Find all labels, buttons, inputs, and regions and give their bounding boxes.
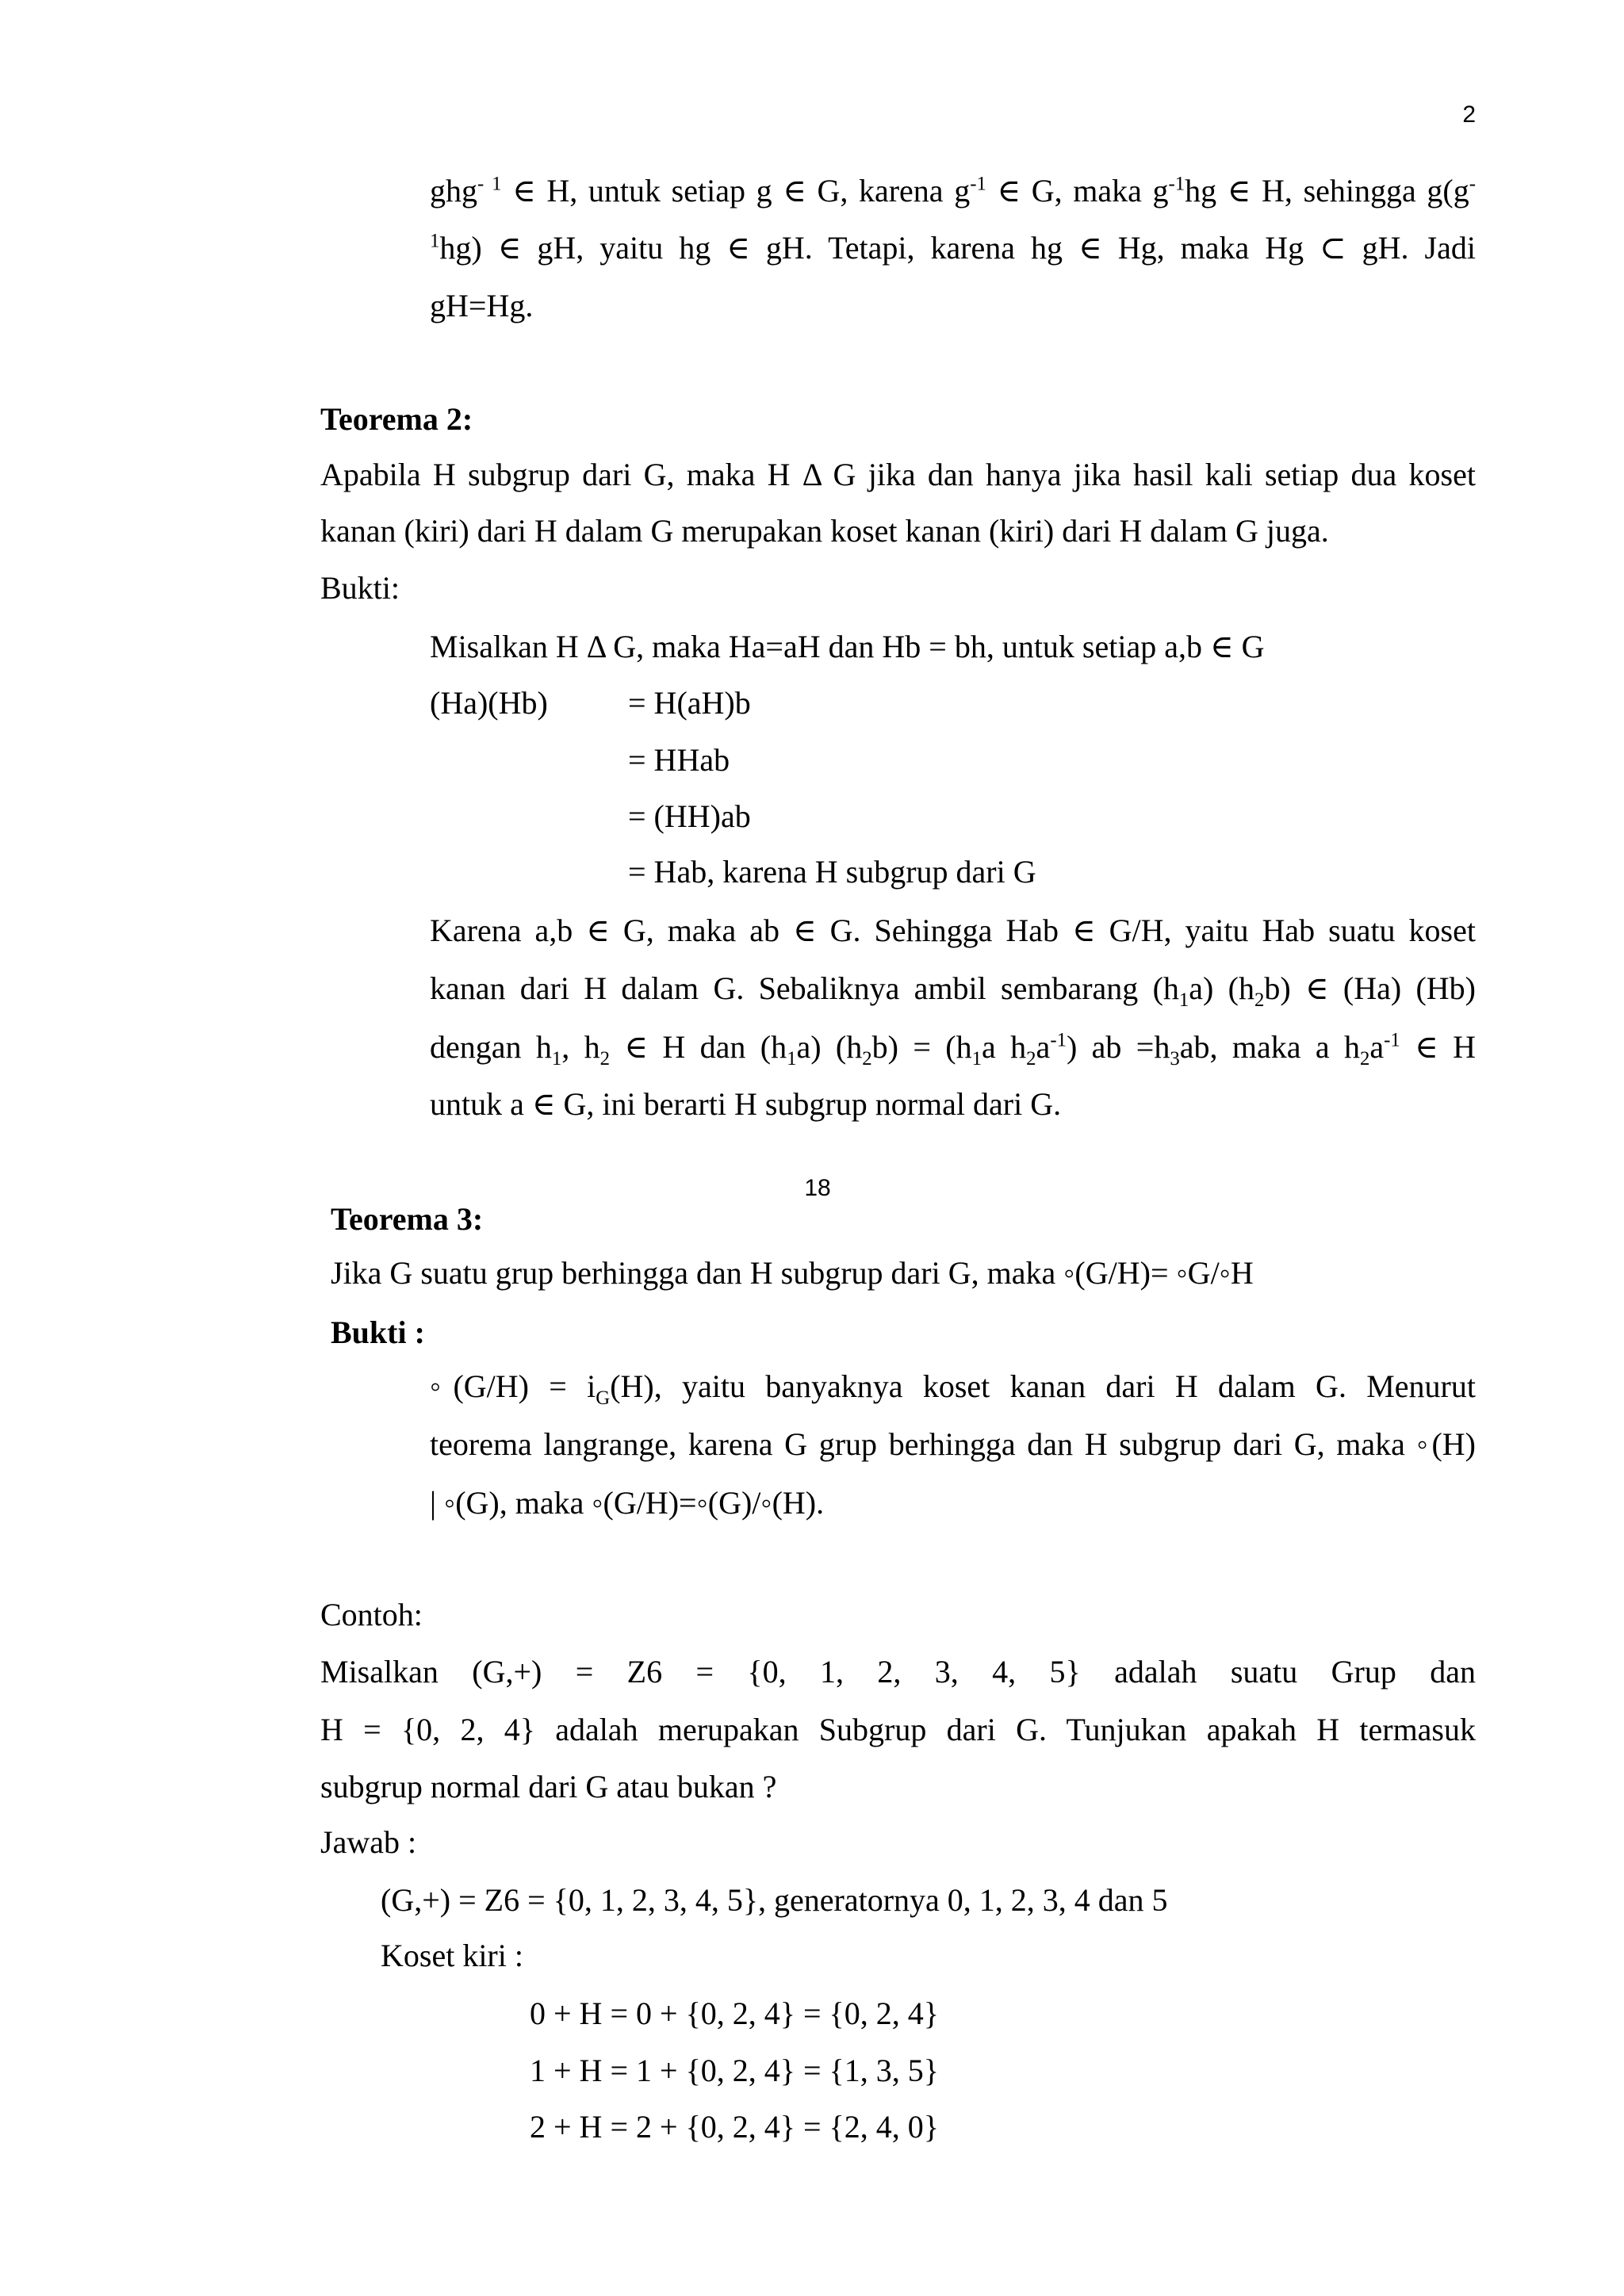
text-run: a) (h xyxy=(1189,970,1254,1006)
subscript: 1 xyxy=(971,1048,982,1070)
subscript: 1 xyxy=(551,1048,562,1070)
text-run: hg) ∈ gH, yaitu hg ∈ gH. Tetapi, karena hg ∈ Hg, maka Hg ⊂ gH. Jadi xyxy=(439,230,1476,266)
page-number-top: 2 xyxy=(1462,101,1476,128)
text-run: ) ab =h xyxy=(1066,1029,1170,1065)
page-number-middle: 18 xyxy=(804,1175,831,1201)
theorem-2-conclusion-line: Karena a,b ∈ G, maka ab ∈ G. Sehingga Hab ∈ G/H, yaitu Hab suatu koset xyxy=(430,913,1476,948)
subscript: 3 xyxy=(1170,1048,1180,1070)
intro-line xyxy=(430,229,1476,267)
theorem-3-heading: Teorema 3: xyxy=(331,1201,484,1237)
left-coset-line: 1 + H = 1 + {0, 2, 4} = {1, 3, 5} xyxy=(530,2053,939,2088)
text-run: ghg xyxy=(430,173,477,209)
answer-label: Jawab : xyxy=(320,1824,417,1860)
text-run: a xyxy=(1369,1029,1385,1065)
text-run: b) ∈ (Ha) (Hb) xyxy=(1264,970,1476,1006)
left-coset-line: 2 + H = 2 + {0, 2, 4} = {2, 4, 0} xyxy=(530,2109,939,2145)
superscript: - xyxy=(1469,173,1476,195)
text-run: (H), yaitu banyaknya koset kanan dari H dalam G. Menurut xyxy=(610,1368,1476,1404)
superscript: - 1 xyxy=(477,173,502,195)
theorem-3-statement: Jika G suatu grup berhingga dan H subgrup dari G, maka ◦(G/H)= ◦G/◦H xyxy=(331,1255,1254,1291)
superscript: -1 xyxy=(1050,1029,1067,1051)
derivation-step: = (HH)ab xyxy=(628,798,751,834)
theorem-3-proof-label: Bukti : xyxy=(331,1314,425,1350)
theorem-3-proof-line: | ◦(G), maka ◦(G/H)=◦(G)/◦(H). xyxy=(430,1485,825,1521)
text-run: a xyxy=(1036,1029,1051,1065)
example-label: Contoh: xyxy=(320,1597,423,1632)
text-run: dengan h xyxy=(430,1029,552,1065)
text-run: kanan dari H dalam G. Sebaliknya ambil sembarang (h xyxy=(430,970,1179,1006)
intro-line xyxy=(430,172,1476,210)
superscript: -1 xyxy=(1384,1029,1400,1051)
text-run: a) (h xyxy=(796,1029,863,1065)
text-run: ∈ H, untuk setiap g ∈ G, karena g xyxy=(501,173,971,209)
theorem-2-conclusion-line xyxy=(430,970,1476,1011)
subscript: 1 xyxy=(787,1048,797,1070)
theorem-2-assumption: Misalkan H Δ G, maka Ha=aH dan Hb = bh, untuk setiap a,b ∈ G xyxy=(430,629,1265,664)
derivation-step: = HHab xyxy=(628,742,730,778)
subscript: G xyxy=(596,1387,611,1409)
derivation-step: = H(aH)b xyxy=(628,685,751,721)
left-cosets-label: Koset kiri : xyxy=(381,1938,523,1973)
subscript: 2 xyxy=(599,1048,611,1070)
superscript: -1 xyxy=(1168,173,1185,195)
intro-line xyxy=(430,287,1476,325)
derivation-step: = Hab, karena H subgrup dari G xyxy=(628,854,1036,890)
subscript: 2 xyxy=(1026,1048,1036,1070)
subscript: 2 xyxy=(1254,989,1265,1011)
theorem-2-statement-line: Apabila H subgrup dari G, maka H Δ G jika dan hanya jika hasil kali setiap dua koset xyxy=(320,457,1476,492)
theorem-2-heading: Teorema 2: xyxy=(320,401,473,437)
text-run: gH=Hg. xyxy=(430,288,534,323)
example-problem-line: H = {0, 2, 4} adalah merupakan Subgrup dari G. Tunjukan apakah H termasuk xyxy=(320,1712,1476,1747)
example-problem-line: subgrup normal dari G atau bukan ? xyxy=(320,1769,777,1804)
theorem-3-proof-line: teorema langrange, karena G grup berhingga dan H subgrup dari G, maka ◦(H) xyxy=(430,1426,1476,1462)
text-run: b) = (h xyxy=(871,1029,972,1065)
theorem-3-proof-line xyxy=(430,1368,1476,1409)
example-problem-line: Misalkan (G,+) = Z6 = {0, 1, 2, 3, 4, 5} adalah suatu Grup dan xyxy=(320,1654,1476,1689)
theorem-2-statement-line: kanan (kiri) dari H dalam G merupakan koset kanan (kiri) dari H dalam G juga. xyxy=(320,513,1329,549)
subscript: 2 xyxy=(1359,1048,1370,1070)
group-definition: (G,+) = Z6 = {0, 1, 2, 3, 4, 5}, generatornya 0, 1, 2, 3, 4 dan 5 xyxy=(381,1882,1168,1918)
text-run: hg ∈ H, sehingga g(g xyxy=(1185,173,1469,209)
text-run: , h xyxy=(561,1029,600,1065)
subscript: 1 xyxy=(1178,989,1189,1011)
superscript: -1 xyxy=(970,173,986,195)
superscript: 1 xyxy=(430,230,440,252)
derivation-lhs: (Ha)(Hb) xyxy=(430,685,548,721)
text-run: ∈ G, maka g xyxy=(986,173,1169,209)
text-run: ∈ H xyxy=(1400,1029,1477,1065)
left-coset-line: 0 + H = 0 + {0, 2, 4} = {0, 2, 4} xyxy=(530,1996,939,2031)
theorem-2-conclusion-line xyxy=(430,1028,1477,1070)
subscript: 2 xyxy=(862,1048,872,1070)
theorem-2-conclusion-line: untuk a ∈ G, ini berarti H subgrup normal dari G. xyxy=(430,1086,1062,1122)
theorem-2-proof-label: Bukti: xyxy=(320,570,400,606)
text-run: a h xyxy=(982,1029,1027,1065)
text-run: ∈ H dan (h xyxy=(610,1029,787,1065)
text-run: ◦(G/H) = i xyxy=(430,1368,596,1404)
text-run: ab, maka a h xyxy=(1179,1029,1360,1065)
